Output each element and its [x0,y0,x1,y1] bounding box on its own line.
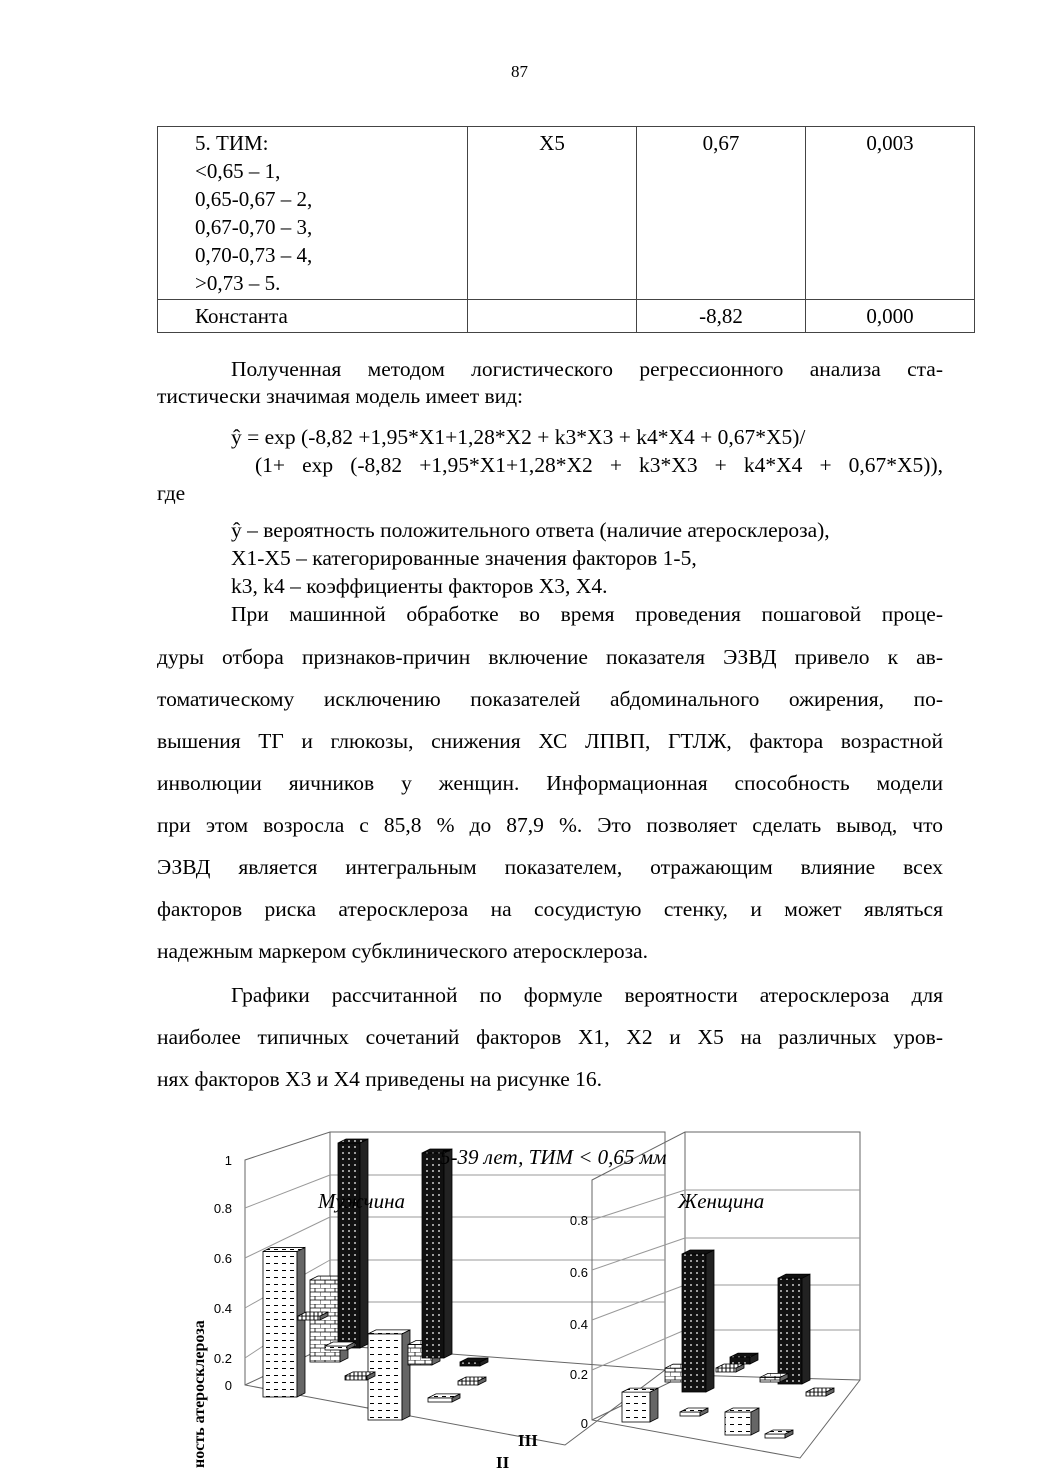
left-bar-11 [458,1377,486,1385]
y-tick-label: 0.2 [569,1367,588,1382]
right-bar-5 [730,1353,758,1364]
factor-line: <0,65 – 1, [195,159,281,183]
regression-table [157,126,975,333]
panel-label-female: Женщина [678,1189,765,1213]
paragraph-line: При машинной обработке во время проведения пошаговой проце- [231,602,943,626]
paragraph-line: томатическому исключению показателей абдоминального ожирения, по- [157,687,943,711]
paragraph-line: при этом возросла с 85,8 % до 87,9 %. Это позволяет сделать вывод, что [157,813,943,837]
table-cell-p: 0,003 [806,127,975,300]
paragraph-line: надежным маркером субклинического атеросклероза. [157,939,649,963]
where-label: где [157,481,186,505]
paragraph-line: дуры отбора признаков-причин включение показателя ЭЗВД привело к ав- [157,645,943,669]
left-bar-5 [422,1149,452,1358]
y-tick-label: 1 [224,1153,232,1168]
table-cell-p: 0,000 [806,300,975,333]
right-bar-10 [765,1430,793,1438]
paragraph-line: ЭЗВД является интегральным показателем, отражающим влияние всех [157,855,943,879]
table-cell-code [468,300,637,333]
definition-line: k3, k4 – коэффициенты факторов X3, X4. [231,574,608,598]
factor-line: 0,65-0,67 – 2, [195,187,313,211]
y-tick-label: 0.6 [213,1251,232,1266]
paragraph-line: нях факторов X3 и X4 приведены на рисунке 16. [157,1067,602,1091]
y-tick-label: 0.6 [569,1265,588,1280]
table-cell-coef: 0,67 [637,127,806,300]
table-row [158,300,975,333]
axis-label-ii: II [496,1453,510,1470]
paragraph-line: инволюции яичников у женщин. Информационная способность модели [157,771,943,795]
y-tick-label: 0.8 [213,1201,232,1216]
paragraph-line: Графики рассчитанной по формуле вероятности атеросклероза для [231,983,943,1007]
table-row [158,127,975,300]
figure-16-chart [160,1120,880,1470]
chart-title: 5-39 лет, ТИМ < 0,65 мм [440,1145,667,1169]
definition-line: ŷ – вероятность положительного ответа (наличие атеросклероза), [231,518,830,542]
paragraph-line: наиболее типичных сочетаний факторов X1, X2 и X5 на различных уров- [157,1025,943,1049]
y-tick-label: 0.8 [569,1213,588,1228]
left-bar-4 [338,1139,368,1348]
right-bar-9 [680,1408,708,1416]
left-bar-0 [263,1247,305,1397]
page-number: 87 [511,62,528,81]
y-tick-label: 0 [580,1416,588,1431]
panel-label-male: Мужчина [318,1189,405,1213]
paragraph-line: факторов риска атеросклероза на сосудистую стенку, и может являться [157,897,943,921]
table-cell-factor [158,127,468,300]
y-tick-label: 0.4 [213,1301,232,1316]
right-bar-4 [778,1274,810,1384]
bar-group [263,1139,834,1438]
factor-line: 0,70-0,73 – 4, [195,243,313,267]
y-axis-label: ность атеросклероза [191,1320,208,1468]
table-cell-factor: Константа [158,300,468,333]
left-bar-10 [428,1394,460,1402]
paragraph-line: тистически значимая модель имеет вид: [157,384,524,408]
axis-label-iii: III [518,1431,538,1450]
paragraph-line: Полученная методом логистического регрессионного анализа ста- [231,357,943,381]
right-bar-8 [806,1388,834,1396]
y-tick-label: 0.4 [569,1317,588,1332]
paragraph-line: вышения ТГ и глюкозы, снижения ХС ЛПВП, ГТЛЖ, фактора возрастной [157,729,943,753]
formula-line: ŷ = exp (-8,82 +1,95*X1+1,28*X2 + k3*X3 + k4*X4 + 0,67*X5)/ [231,425,806,449]
factor-line: 5. ТИМ: [195,131,269,155]
right-bar-0 [622,1388,658,1422]
right-bar-7 [716,1364,744,1372]
factor-line: >0,73 – 5. [195,271,281,295]
left-bar-8 [460,1358,488,1366]
y-tick-label: 0.2 [213,1351,232,1366]
right-bar-2 [725,1408,759,1435]
table-cell-code: X5 [468,127,637,300]
formula-line: (1+ exp (-8,82 +1,95*X1+1,28*X2 + k3*X3 + k4*X4 + 0,67*X5)), [255,453,943,477]
right-bar-3 [682,1250,714,1392]
table-cell-coef: -8,82 [637,300,806,333]
y-tick-label: 0 [224,1378,232,1393]
factor-line: 0,67-0,70 – 3, [195,215,313,239]
definition-line: X1-X5 – категорированные значения факторов 1-5, [231,546,697,570]
